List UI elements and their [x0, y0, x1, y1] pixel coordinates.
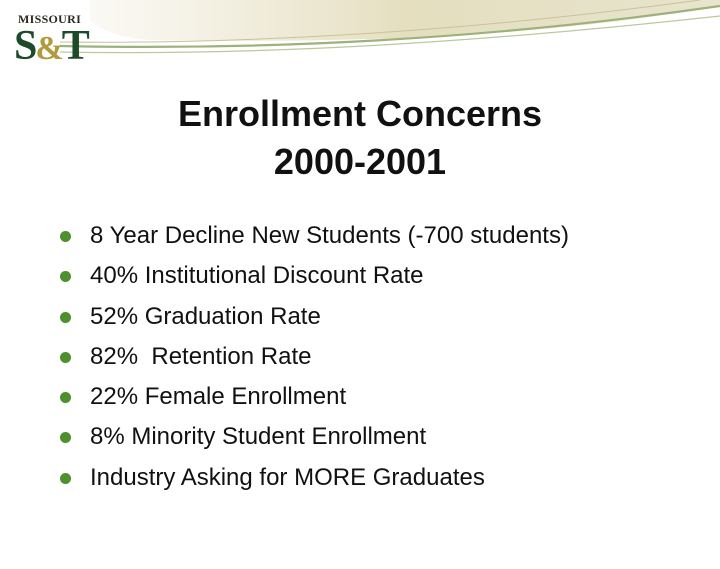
- bullet-text: 22% Female Enrollment: [90, 383, 347, 411]
- bullet-list: [60, 216, 569, 498]
- bullet-item: [60, 337, 569, 377]
- bullet-item: [60, 216, 569, 256]
- bullet-dot-icon: [60, 312, 71, 323]
- bullet-text: 8% Minority Student Enrollment: [90, 423, 427, 451]
- bullet-item: [60, 458, 569, 498]
- bullet-text: 40% Institutional Discount Rate: [90, 262, 424, 290]
- bullet-item: [60, 377, 569, 417]
- bullet-dot-icon: [60, 392, 71, 403]
- bullet-dot-icon: [60, 473, 71, 484]
- logo-s: S: [14, 23, 36, 69]
- header-swoosh-decoration: [0, 0, 720, 80]
- bullet-text: Industry Asking for MORE Graduates: [90, 463, 485, 491]
- bullet-item: [60, 256, 569, 296]
- bullet-text: 8 Year Decline New Students (-700 students): [90, 222, 569, 249]
- bullet-text: 82% Retention Rate: [90, 342, 312, 370]
- bullet-text: 52% Graduation Rate: [90, 302, 321, 330]
- bullet-dot-icon: [60, 271, 71, 282]
- bullet-item: [60, 297, 569, 337]
- slide-title: [0, 90, 720, 186]
- bullet-item: [60, 417, 569, 457]
- title-line-2: 2000-2001: [273, 141, 447, 182]
- missouri-st-logo: [14, 8, 88, 70]
- title-line-1: Enrollment Concerns: [177, 93, 543, 134]
- logo-ampersand: &: [35, 30, 62, 67]
- bullet-dot-icon: [60, 231, 71, 242]
- bullet-dot-icon: [60, 352, 71, 363]
- logo-wordmark: MISSOURI: [18, 12, 82, 26]
- logo-st-mark: [14, 22, 88, 73]
- bullet-dot-icon: [60, 432, 71, 443]
- logo-t: T: [61, 23, 88, 69]
